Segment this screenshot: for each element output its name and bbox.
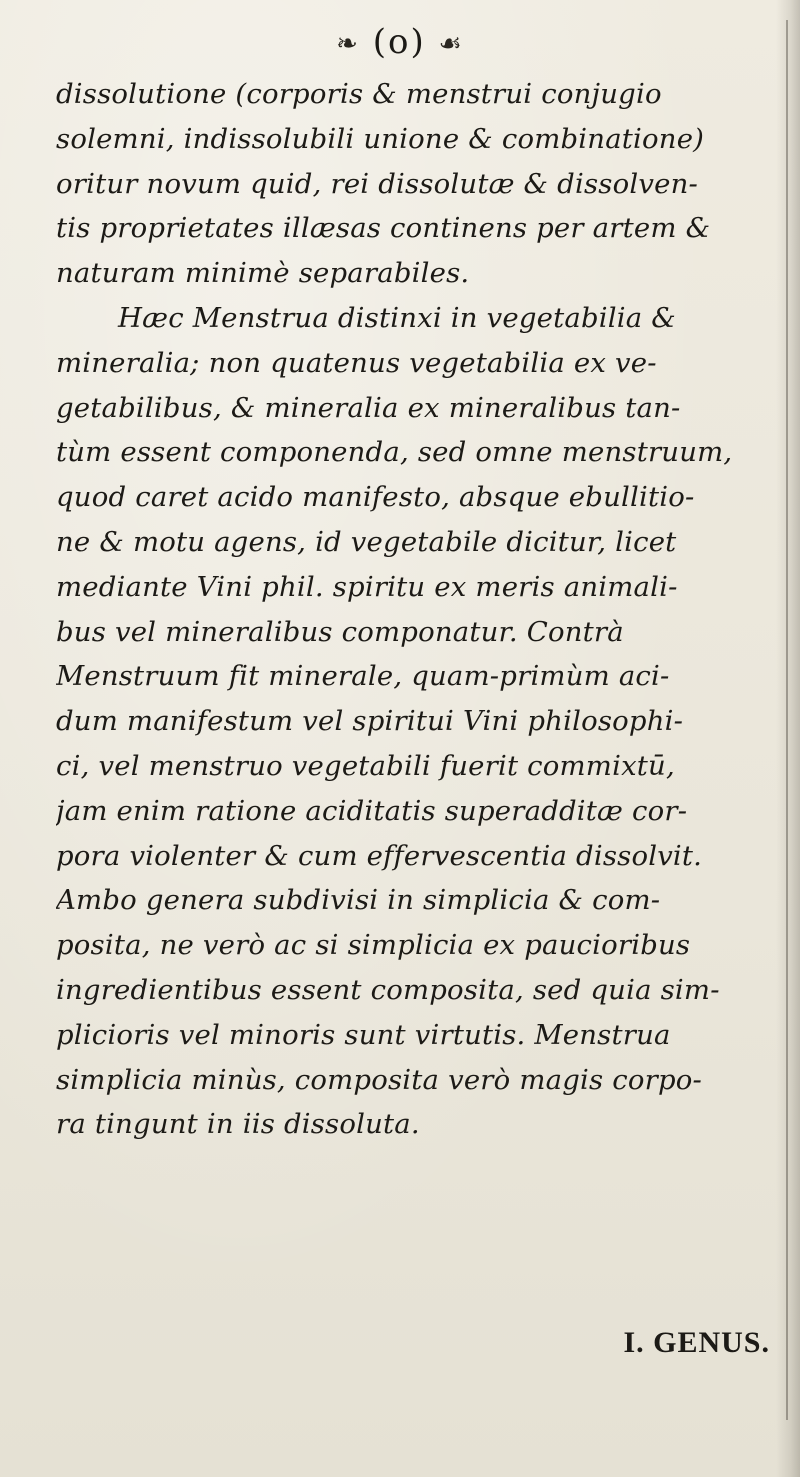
text-line: naturam minimè separabiles.	[56, 257, 470, 290]
text-line: dissolutione (corporis & menstrui conjugio	[56, 78, 662, 110]
text-line: Ambo genera subdivisi in simplicia & com-	[56, 884, 661, 917]
text-line: ingredientibus essent composita, sed quia sim-	[56, 973, 720, 1006]
text-line: quod caret acido manifesto, absque ebullitio-	[56, 481, 695, 514]
text-line: pora violenter & cum effervescentia dissolvit.	[56, 839, 703, 872]
text-line: getabilibus, & mineralia ex mineralibus tan-	[56, 391, 681, 424]
text-line: posita, ne verò ac si simplicia ex paucioribus	[56, 929, 691, 962]
text-line: mineralia; non quatenus vegetabilia ex ve-	[56, 346, 657, 379]
text-line: solemni, indissolubili unione & combinatione)	[56, 122, 705, 155]
text-line: ra tingunt in iis dissoluta.	[56, 1108, 420, 1141]
text-line: tis proprietates illæsas continens per artem &	[56, 212, 711, 245]
text-line: jam enim ratione aciditatis superadditæ cor-	[56, 794, 688, 827]
text-line: oritur novum quid, rei dissolutæ & dissolven-	[56, 167, 698, 200]
text-line: ci, vel menstruo vegetabili fuerit commixtū,	[56, 749, 675, 782]
paragraph-first-line: Hæc Menstrua distinxi in vegetabilia &	[118, 301, 676, 334]
ornament-left-icon: ❧	[336, 29, 360, 59]
text-line: dum manifestum vel spiritui Vini philosophi-	[56, 705, 684, 738]
body-text	[56, 72, 790, 1147]
text-line: simplicia minùs, composita verò magis corpo-	[56, 1063, 703, 1096]
catchword: I. GENUS.	[623, 1326, 770, 1359]
text-line: mediante Vini phil. spiritu ex meris animali-	[56, 570, 678, 603]
page-number: (o)	[372, 22, 426, 62]
ornament-right-icon: ☙	[438, 29, 464, 59]
text-line: ne & motu agens, id vegetabile dicitur, licet	[56, 525, 677, 558]
text-line: bus vel mineralibus componatur. Contrà	[56, 615, 624, 648]
text-line: plicioris vel minoris sunt virtutis. Menstrua	[56, 1018, 671, 1051]
text-line: tùm essent componenda, sed omne menstruum,	[56, 436, 733, 469]
page-header	[0, 22, 800, 64]
text-line: Menstruum fit minerale, quam-primùm aci-	[56, 660, 670, 693]
